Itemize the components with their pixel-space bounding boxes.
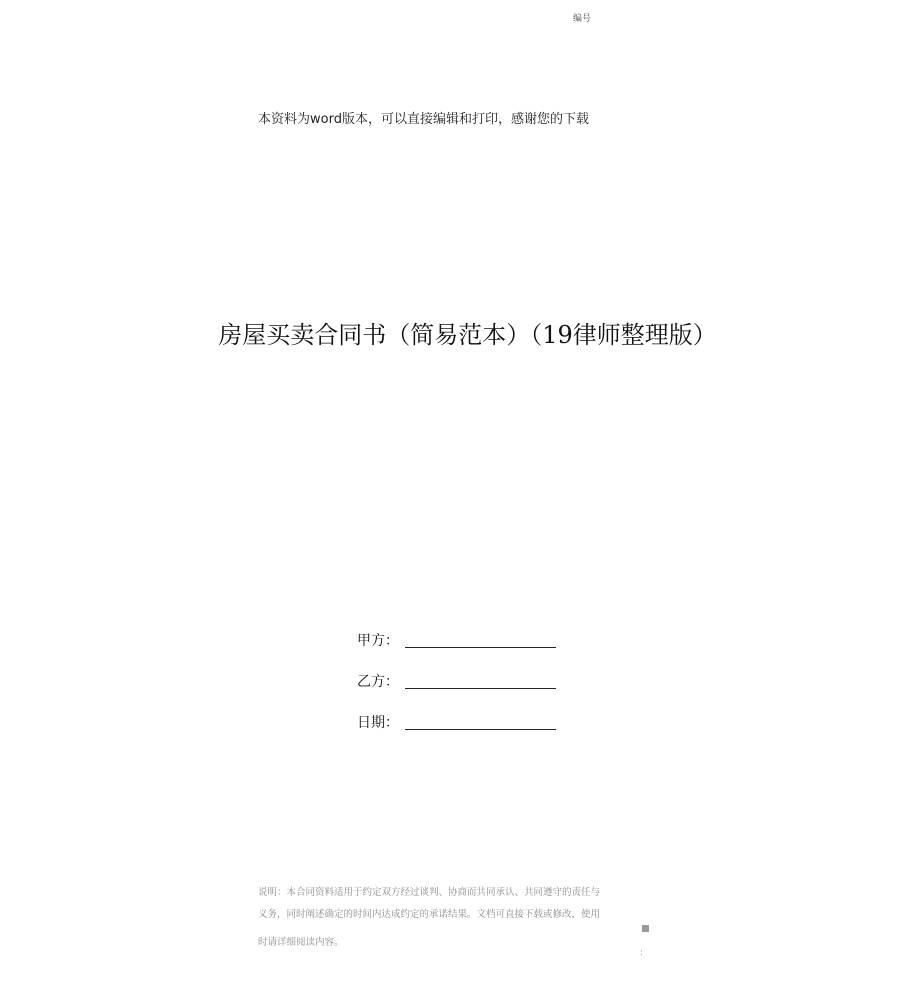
party-a-label: 甲方：	[357, 633, 399, 649]
date-label: 日期：	[357, 715, 399, 731]
usage-note-line-3: 时请详细阅读内容。	[258, 937, 344, 948]
download-notice: 本资料为word版本，可以直接编辑和打印，感谢您的下载	[258, 112, 589, 127]
party-b-blank-line	[405, 688, 556, 689]
usage-note	[258, 882, 620, 954]
square-marker-icon	[642, 925, 649, 932]
date-blank-line	[405, 729, 556, 730]
colon-marker: :	[640, 948, 644, 958]
signature-block	[357, 630, 556, 753]
party-a-row	[357, 630, 556, 650]
document-title: 房屋买卖合同书（简易范本）（19律师整理版）	[218, 321, 717, 349]
usage-note-line-2: 义务，同时阐述确定的时间内达成约定的承诺结果。文档可直接下载或修改，使用	[258, 909, 601, 920]
party-b-row	[357, 671, 556, 691]
date-row	[357, 712, 556, 732]
usage-note-line-1: 说明：本合同资料适用于约定双方经过谈判、协商而共同承认、共同遵守的责任与	[258, 887, 601, 898]
party-a-blank-line	[405, 647, 556, 648]
document-number-label: 编号	[573, 14, 592, 24]
party-b-label: 乙方：	[357, 674, 399, 690]
